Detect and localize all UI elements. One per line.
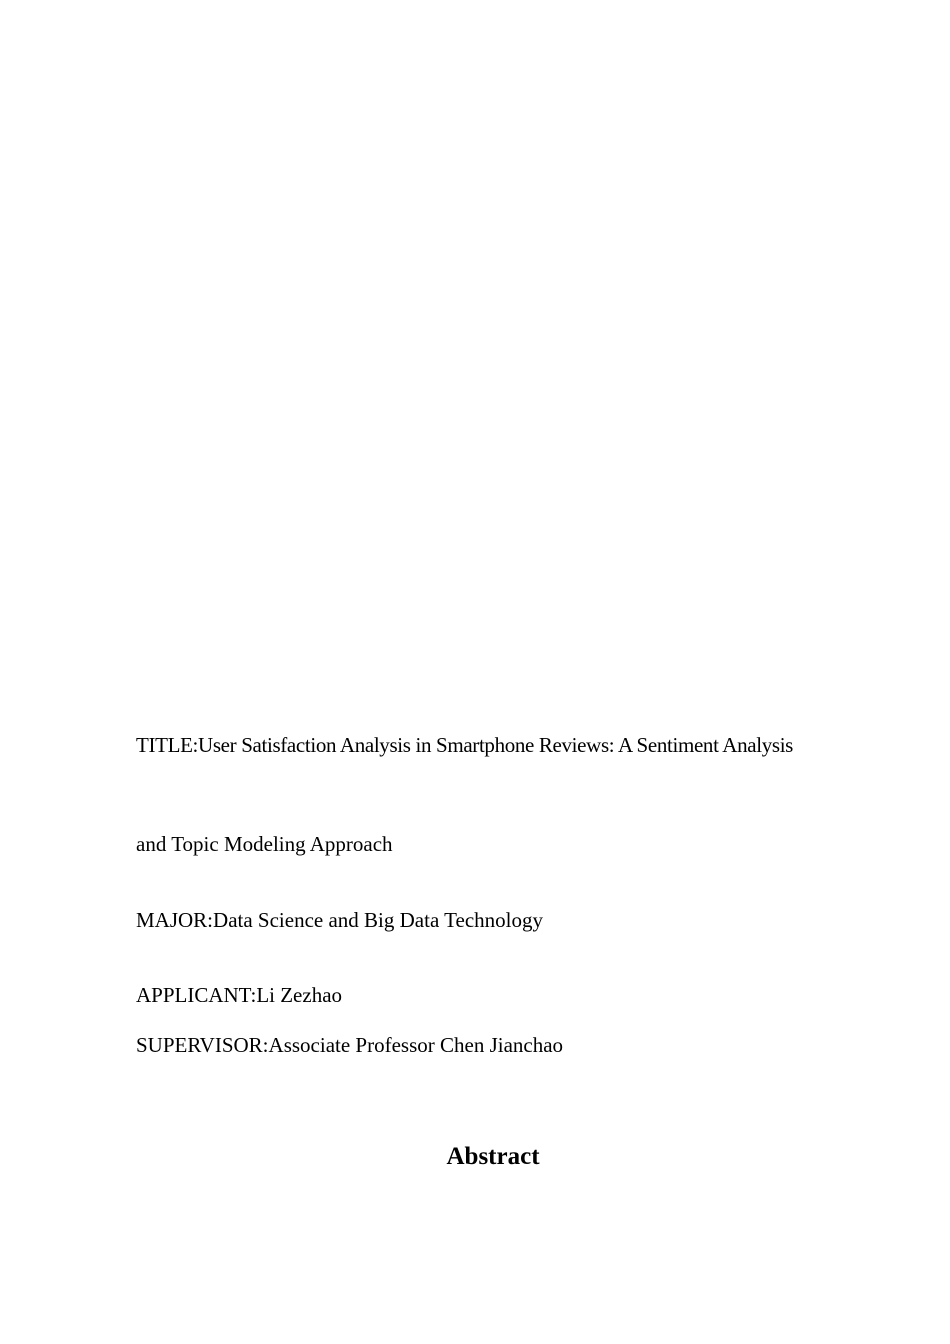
supervisor-label: SUPERVISOR: (136, 1033, 269, 1057)
applicant-value: Li Zezhao (256, 983, 343, 1007)
major-label: MAJOR: (136, 908, 214, 932)
title-label: TITLE: (136, 733, 199, 757)
applicant-label: APPLICANT: (136, 983, 257, 1007)
title-text: User Satisfaction Analysis in Smartphone Reviews: A Sentiment Analysis (198, 733, 794, 757)
supervisor-line (136, 1032, 563, 1058)
title-line-2: and Topic Modeling Approach (136, 832, 393, 856)
title-line-1 (136, 732, 793, 758)
supervisor-value: Associate Professor Chen Jianchao (268, 1033, 564, 1057)
major-line (136, 907, 543, 933)
abstract-heading: Abstract (446, 1143, 540, 1170)
applicant-line (136, 982, 342, 1008)
major-value: Data Science and Big Data Technology (213, 908, 543, 932)
